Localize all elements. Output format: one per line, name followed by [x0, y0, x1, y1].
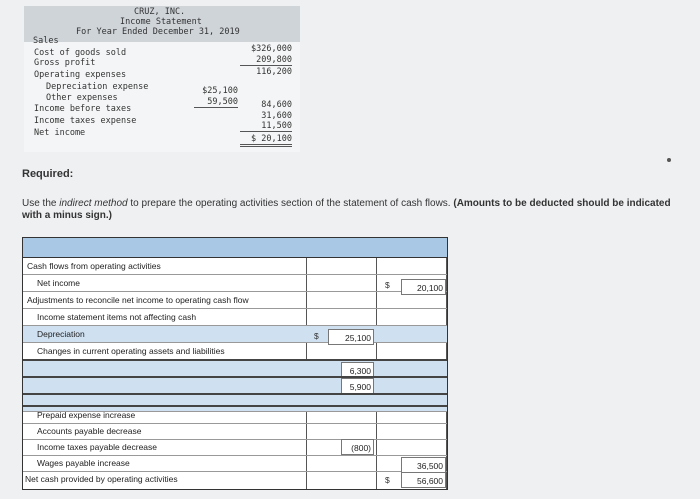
net-income-input[interactable]: 20,100 [401, 279, 446, 295]
wages-total-input[interactable]: 36,500 [401, 457, 446, 473]
net-cash-input[interactable]: 56,600 [401, 472, 446, 488]
cursor-dot [667, 158, 671, 162]
row-label: Income statement items not affecting cash [37, 312, 197, 322]
taxes-payable-input[interactable]: (800) [341, 439, 374, 455]
adjustment-input[interactable]: 5,900 [341, 378, 374, 394]
income-statement [24, 6, 300, 152]
ibt-label: Income before taxes [34, 104, 132, 114]
row-label: Cash flows from operating activities [27, 261, 161, 271]
sales-value: $326,000 [251, 44, 292, 54]
row-label: Income taxes payable decrease [37, 442, 158, 452]
table-row [23, 343, 447, 360]
row-label: Changes in current operating assets and liabilities [37, 346, 225, 356]
row-label: Prepaid expense increase [37, 410, 136, 420]
opex-label: Operating expenses [34, 70, 127, 80]
net-income-label: Net income [34, 128, 86, 138]
required-heading: Required: [22, 168, 74, 180]
table-row [23, 423, 447, 440]
dollar-sign: $ [385, 475, 390, 485]
row-label: Adjustments to reconcile net income to operating cash flow [27, 295, 249, 305]
gross-profit-value: 116,200 [256, 67, 292, 77]
table-row [23, 275, 447, 292]
instructions-bold: (Amounts to be deducted should be indicated with a minus sign.) [22, 198, 671, 221]
ibt-value: 31,600 [261, 111, 292, 121]
tax-label: Income taxes expense [34, 116, 137, 126]
statement-period: For Year Ended December 31, 2019 [76, 27, 240, 37]
table-row [23, 439, 447, 456]
table-row [23, 407, 447, 424]
company-name: CRUZ, INC. [134, 7, 186, 17]
tax-value: 11,500 [240, 121, 292, 132]
statement-title: Income Statement [120, 17, 202, 27]
table-row [23, 455, 447, 472]
table-row [23, 471, 447, 488]
row-label: Net cash provided by operating activities [25, 474, 178, 484]
instructions [22, 198, 692, 222]
cogs-value: 209,800 [240, 55, 292, 66]
opex-total-value: 84,600 [261, 100, 292, 110]
instructions-mid: to prepare the operating activities section of the statement of cash flows. [127, 198, 454, 209]
adjustment-input[interactable]: 6,300 [341, 362, 374, 378]
depreciation-label: Depreciation expense [46, 82, 149, 92]
instructions-pre: Use the [22, 198, 60, 209]
other-expenses-label: Other expenses [46, 93, 118, 103]
row-label: Accounts payable decrease [37, 426, 142, 436]
row-label: Depreciation [37, 329, 85, 339]
table-row [23, 309, 447, 326]
other-expenses-value: 59,500 [194, 97, 238, 108]
dollar-sign: $ [314, 331, 319, 341]
table-row [23, 292, 447, 309]
depreciation-input[interactable]: 25,100 [328, 329, 374, 345]
depreciation-value: $25,100 [202, 86, 238, 96]
table-header [23, 238, 447, 258]
cogs-label: Cost of goods sold [34, 48, 127, 58]
instructions-italic: indirect method [59, 198, 128, 209]
cash-flow-table [22, 237, 448, 490]
dollar-sign: $ [385, 280, 390, 290]
table-row [23, 258, 447, 275]
sales-label: Sales [33, 36, 59, 46]
gross-profit-label: Gross profit [34, 58, 96, 68]
net-income-value: $ 20,100 [240, 134, 292, 147]
table-row [23, 326, 447, 343]
row-label: Wages payable increase [37, 458, 130, 468]
row-label: Net income [37, 278, 80, 288]
